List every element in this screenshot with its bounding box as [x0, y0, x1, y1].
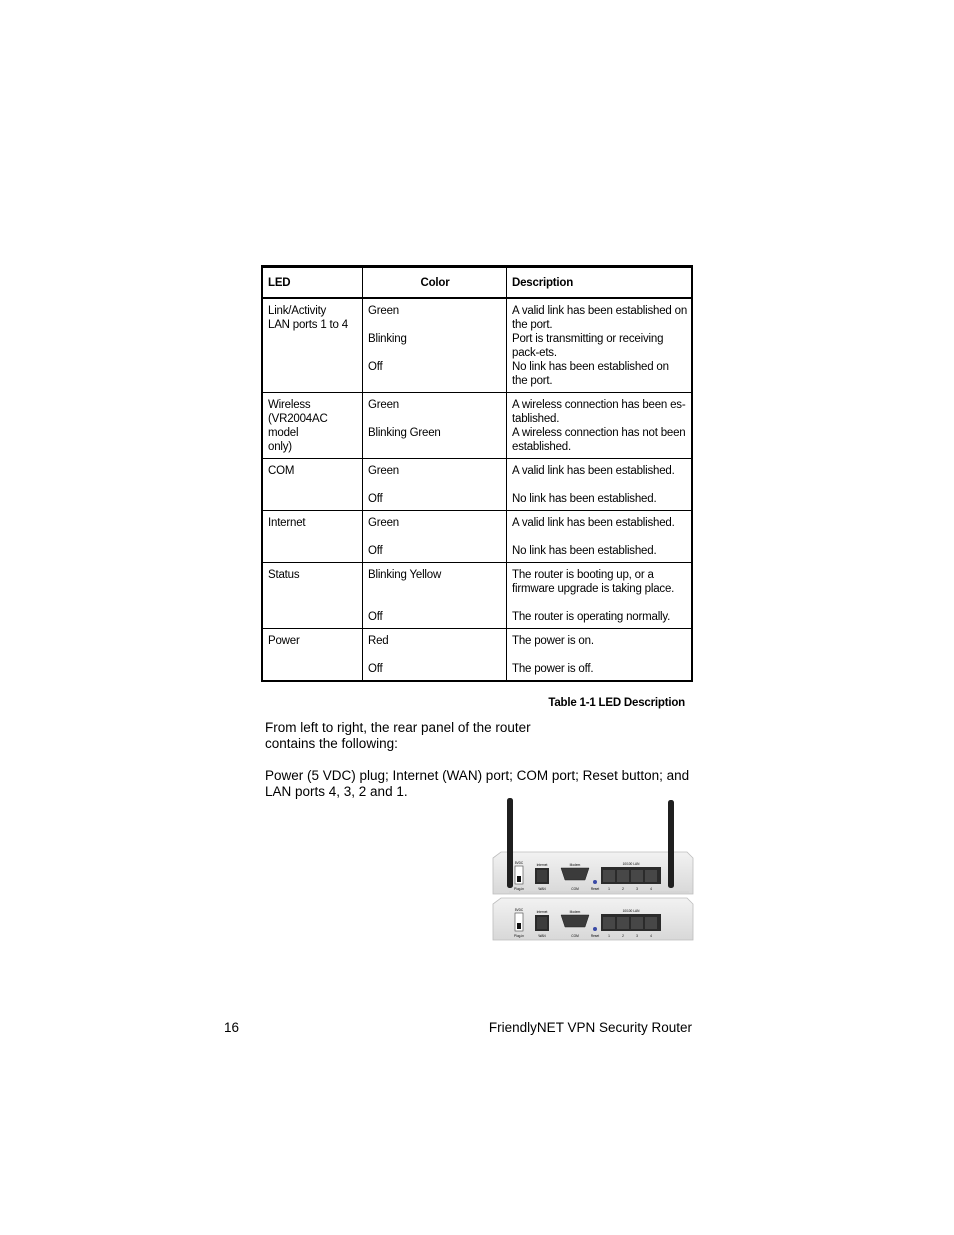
cell-text: Green	[368, 305, 399, 317]
header-description: Description	[507, 267, 693, 299]
cell-text: only)	[268, 441, 292, 453]
cell-description	[507, 511, 693, 563]
label-plug: Plug-in	[514, 934, 524, 938]
cell-text: The router is booting up, or a firmware upgrade is taking place.	[512, 569, 675, 595]
label-com-header: Modem	[569, 863, 581, 867]
cell-text: The power is on.	[512, 635, 594, 647]
label-lan-port: 1	[608, 934, 610, 938]
label-power: 5VDC	[514, 908, 524, 912]
cell-text: Blinking Yellow	[368, 569, 442, 581]
cell-text: Off	[368, 361, 383, 373]
cell-text: Off	[368, 611, 383, 623]
cell-text: Port is transmitting or receiving pack-ets.	[512, 333, 664, 359]
label-com: COM	[571, 934, 579, 938]
cell-text: A valid link has been established on the port.	[512, 305, 688, 331]
cell-text: Green	[368, 517, 399, 529]
cell-text: Link/Activity	[268, 305, 327, 317]
label-wan: WAN	[538, 934, 546, 938]
cell-led	[262, 298, 363, 393]
router-top	[493, 798, 693, 894]
cell-text: A wireless connection has been es-tablished.	[512, 399, 686, 425]
cell-text: No link has been established.	[512, 545, 657, 557]
cell-led	[262, 629, 363, 682]
table-caption: Table 1-1 LED Description	[548, 697, 685, 709]
cell-text: Red	[368, 635, 389, 647]
cell-text: LAN ports 1 to 4	[268, 319, 348, 331]
label-wan: WAN	[538, 887, 546, 891]
cell-text: The power is off.	[512, 663, 594, 675]
cell-color	[363, 511, 507, 563]
header-color: Color	[363, 267, 507, 299]
antenna-left	[507, 798, 513, 888]
cell-text: Internet	[268, 517, 306, 529]
cell-text: Status	[268, 569, 300, 581]
cell-led	[262, 393, 363, 459]
label-wan-header: Internet	[536, 863, 548, 867]
table-row	[262, 459, 692, 511]
cell-led	[262, 459, 363, 511]
cell-description	[507, 459, 693, 511]
table-row	[262, 629, 692, 682]
led-description-table	[261, 265, 693, 682]
page-number: 16	[224, 1020, 240, 1035]
table-row	[262, 298, 692, 393]
antenna-right	[668, 800, 674, 888]
cell-text: A wireless connection has not been established.	[512, 427, 686, 453]
cell-color	[363, 459, 507, 511]
table-header-row	[262, 267, 692, 299]
cell-text: Off	[368, 663, 383, 675]
cell-text: Blinking Green	[368, 427, 441, 439]
cell-text: Blinking	[368, 333, 407, 345]
cell-color	[363, 563, 507, 629]
cell-color	[363, 629, 507, 682]
cell-text: Off	[368, 545, 383, 557]
cell-text: Wireless	[268, 399, 311, 411]
rear-panel-intro: From left to right, the rear panel of the router contains the following:	[265, 720, 531, 751]
cell-text: COM	[268, 465, 295, 477]
label-power: 5VDC	[514, 861, 524, 865]
label-reset: Reset	[590, 934, 600, 938]
label-lan-header: 10/100 LAN	[622, 862, 640, 866]
cell-text: Power	[268, 635, 300, 647]
label-wan-header: Internet	[536, 910, 548, 914]
label-lan-port: 4	[650, 887, 652, 891]
cell-description	[507, 298, 693, 393]
label-com-header: Modem	[569, 910, 581, 914]
label-plug: Plug-in	[514, 887, 524, 891]
router-bottom	[493, 898, 693, 940]
header-led: LED	[262, 267, 363, 299]
footer-title: FriendlyNET VPN Security Router	[488, 1020, 692, 1035]
cell-description	[507, 563, 693, 629]
table-row	[262, 511, 692, 563]
cell-color	[363, 298, 507, 393]
cell-description	[507, 629, 693, 682]
label-com: COM	[571, 887, 579, 891]
label-lan-port: 2	[622, 887, 624, 891]
router-rear-panel-image	[489, 796, 695, 942]
label-lan-port: 3	[636, 887, 638, 891]
cell-text: Green	[368, 465, 399, 477]
table-row	[262, 563, 692, 629]
cell-text: No link has been established.	[512, 493, 657, 505]
cell-led	[262, 511, 363, 563]
cell-text: (VR2004AC model	[268, 413, 328, 439]
label-reset: Reset	[590, 887, 600, 891]
label-lan-port: 2	[622, 934, 624, 938]
cell-text: A valid link has been established.	[512, 517, 675, 529]
cell-led	[262, 563, 363, 629]
cell-text: A valid link has been established.	[512, 465, 675, 477]
label-lan-port: 3	[636, 934, 638, 938]
cell-text: No link has been established on the port.	[512, 361, 669, 387]
label-lan-header: 10/100 LAN	[622, 909, 640, 913]
rear-panel-ports: Power (5 VDC) plug; Internet (WAN) port; COM port; Reset button; and LAN ports 4, 3, 2 and 1.	[265, 768, 690, 799]
cell-text: Off	[368, 493, 383, 505]
cell-text: The router is operating normally.	[512, 611, 671, 623]
table-row	[262, 393, 692, 459]
label-lan-port: 1	[608, 887, 610, 891]
label-lan-port: 4	[650, 934, 652, 938]
cell-color	[363, 393, 507, 459]
cell-text: Green	[368, 399, 399, 411]
cell-description	[507, 393, 693, 459]
